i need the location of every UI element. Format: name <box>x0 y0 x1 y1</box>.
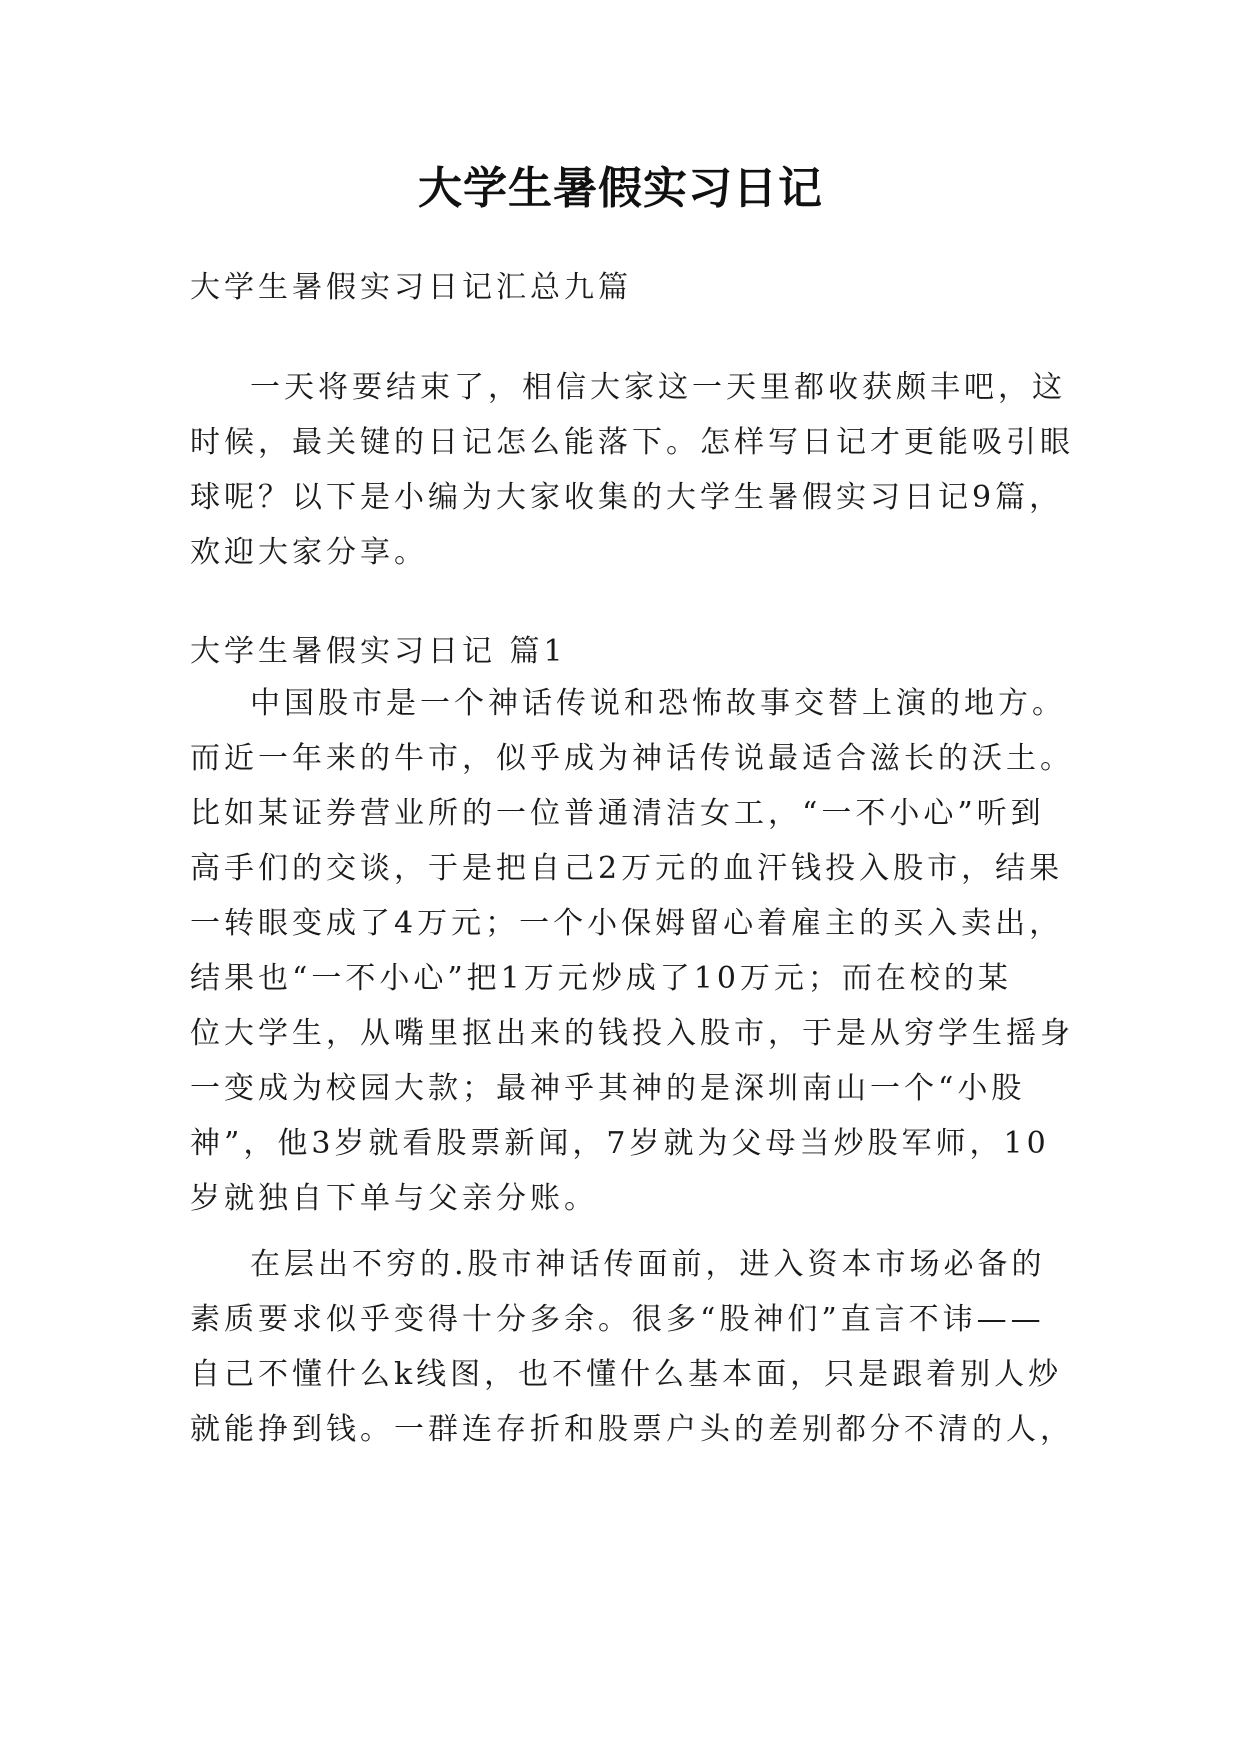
paragraph1-line-6: 结果也“一不小心”把1万元炒成了10万元；而在校的某 <box>190 961 1012 996</box>
paragraph1-line-2: 而近一年来的牛市，似乎成为神话传说最适合滋长的沃土。 <box>190 741 1074 776</box>
paragraph2-line-3: 自己不懂什么k线图，也不懂什么基本面，只是跟着别人炒 <box>190 1357 1063 1392</box>
paragraph1-line-1: 中国股市是一个神话传说和恐怖故事交替上演的地方。 <box>250 686 1066 721</box>
paragraph2-line-4: 就能挣到钱。一群连存折和股票户头的差别都分不清的人， <box>190 1412 1074 1447</box>
paragraph1-line-3: 比如某证券营业所的一位普通清洁女工，“一不小心”听到 <box>190 796 1045 831</box>
document-title: 大学生暑假实习日记 <box>418 163 823 214</box>
intro-line-2: 时候，最关键的日记怎么能落下。怎样写日记才更能吸引眼 <box>190 425 1074 460</box>
paragraph1-line-9: 神”，他3岁就看股票新闻，7岁就为父母当炒股军师，10 <box>190 1126 1050 1161</box>
intro-line-1: 一天将要结束了，相信大家这一天里都收获颇丰吧，这 <box>250 370 1066 405</box>
paragraph2-line-2: 素质要求似乎变得十分多余。很多“股神们”直言不讳—— <box>190 1302 1045 1337</box>
paragraph1-line-5: 一转眼变成了4万元；一个小保姆留心着雇主的买入卖出， <box>190 906 1064 941</box>
section-heading: 大学生暑假实习日记 篇1 <box>190 634 567 669</box>
intro-line-4: 欢迎大家分享。 <box>190 535 428 570</box>
paragraph1-line-4: 高手们的交谈，于是把自己2万元的血汗钱投入股市，结果 <box>190 851 1064 886</box>
paragraph1-line-8: 一变成为校园大款；最神乎其神的是深圳南山一个“小股 <box>190 1071 1026 1106</box>
intro-line-3: 球呢？以下是小编为大家收集的大学生暑假实习日记9篇， <box>190 480 1064 515</box>
paragraph2-line-1: 在层出不穷的.股市神话传面前，进入资本市场必备的 <box>250 1247 1046 1282</box>
document-subtitle: 大学生暑假实习日记汇总九篇 <box>190 270 632 305</box>
paragraph1-line-7: 位大学生，从嘴里抠出来的钱投入股市，于是从穷学生摇身 <box>190 1016 1074 1051</box>
paragraph1-line-10: 岁就独自下单与父亲分账。 <box>190 1181 598 1216</box>
